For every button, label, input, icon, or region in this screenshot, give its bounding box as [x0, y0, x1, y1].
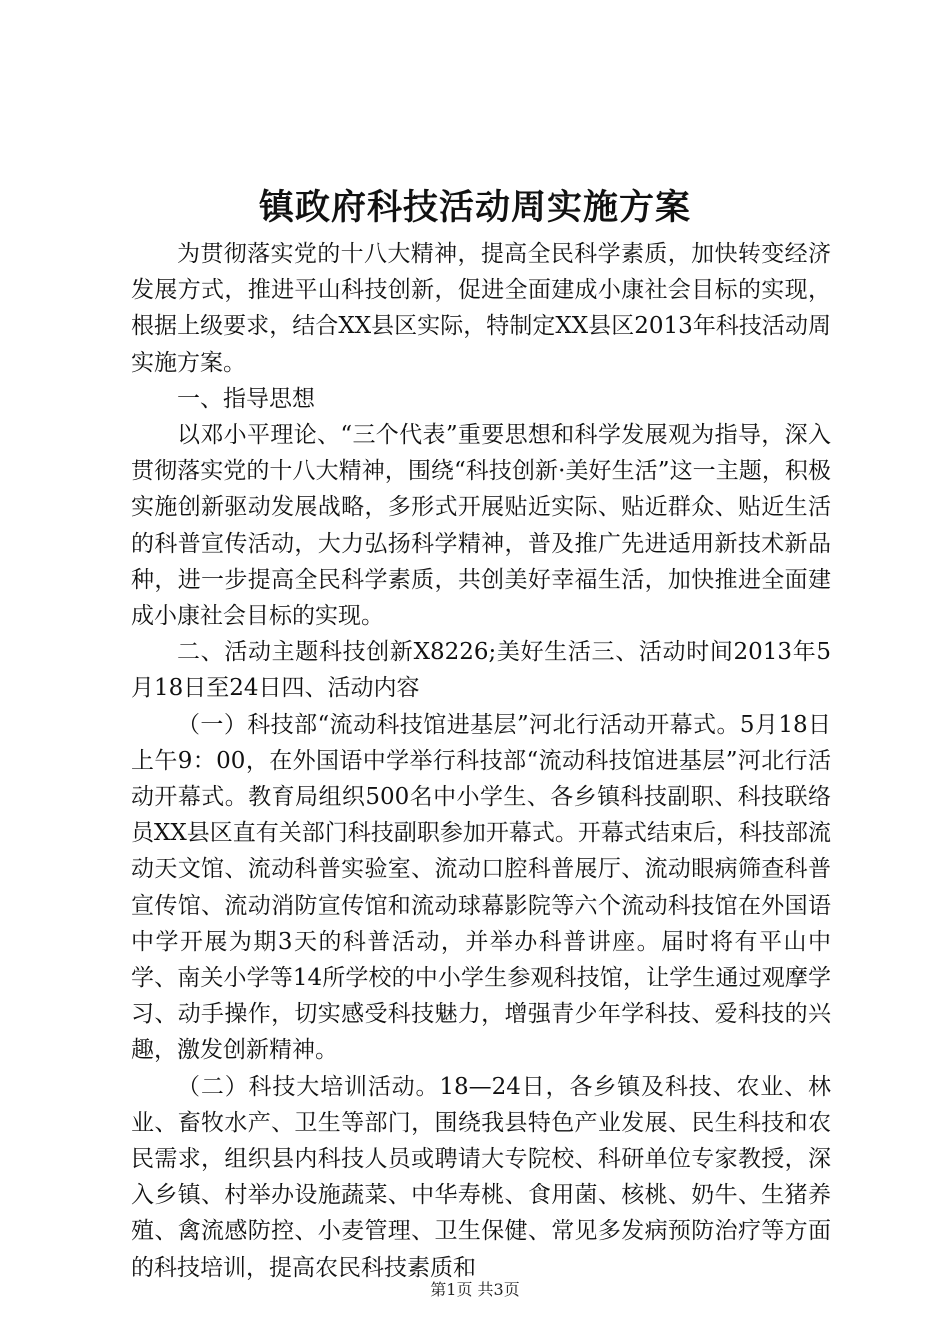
document-title: 镇政府科技活动周实施方案: [258, 187, 691, 228]
section-heading-guiding-ideology: 一、指导思想: [177, 385, 315, 412]
paragraph-theme-time-content: 二、活动主题科技创新X8226;美好生活三、活动时间2013年5月18日至24日四、活动内容: [131, 639, 831, 702]
paragraph-guiding-ideology: 以邓小平理论、“三个代表”重要思想和科学发展观为指导，深入贯彻落实党的十八大精神，围绕“科技创新·美好生活”这一主题，积极实施创新驱动发展战略，多形式开展贴近实际、贴近群众、贴近生活的科普宣传活动，大力弘扬科学精神，普及推广先进适用新技术新品种，进一步提高全民科学素质，共创美好幸福生活，加快推进全面建成小康社会目标的实现。: [131, 422, 831, 630]
paragraph-activity-two: （二）科技大培训活动。18—24日，各乡镇及科技、农业、林业、畜牧水产、卫生等部门，围绕我县特色产业发展、民生科技和农民需求，组织县内科技人员或聘请大专院校、科研单位专家教授，深入乡镇、村举办设施蔬菜、中华寿桃、食用菌、核桃、奶牛、生猪养殖、禽流感防控、小麦管理、卫生保健、常见多发病预防治疗等方面的科技培训，提高农民科技素质和: [131, 1073, 831, 1281]
document-body: [131, 236, 831, 1286]
page-number-footer: 第1页 共3页: [430, 1280, 520, 1299]
paragraph-intro: 为贯彻落实党的十八大精神，提高全民科学素质，加快转变经济发展方式，推进平山科技创新，促进全面建成小康社会目标的实现，根据上级要求，结合XX县区实际，特制定XX县区2013年科技活动周实施方案。: [131, 241, 831, 376]
paragraph-activity-one: （一）科技部“流动科技馆进基层”河北行活动开幕式。5月18日上午9：00，在外国语中学举行科技部“流动科技馆进基层”河北行活动开幕式。教育局组织500名中小学生、各乡镇科技副职、科技联络员XX县区直有关部门科技副职参加开幕式。开幕式结束后，科技部流动天文馆、流动科普实验室、流动口腔科普展厅、流动眼病筛查科普宣传馆、流动消防宣传馆和流动球幕影院等六个流动科技馆在外国语中学开展为期3天的科普活动，并举办科普讲座。届时将有平山中学、南关小学等14所学校的中小学生参观科技馆，让学生通过观摩学习、动手操作，切实感受科技魅力，增强青少年学科技、爱科技的兴趣，激发创新精神。: [131, 711, 831, 1064]
